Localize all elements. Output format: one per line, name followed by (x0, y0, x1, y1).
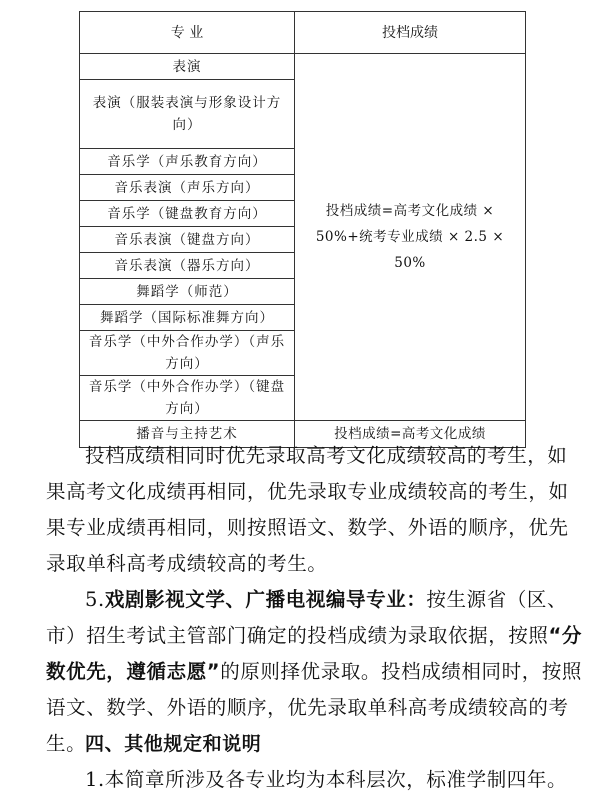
major-cell: 音乐表演（键盘方向） (80, 227, 295, 253)
admission-score-table (79, 11, 526, 448)
major-cell: 音乐学（声乐教育方向） (80, 149, 295, 175)
score-rule-cell: 投档成绩=高考文化成绩 (295, 421, 526, 448)
tie-break-paragraph: 投档成绩相同时优先录取高考文化成绩较高的考生，如果高考文化成绩再相同，优先录取专业成绩较高的考生，如果专业成绩再相同，则按照语文、数学、外语的顺序，优先录取单科高考成绩较高的考生。 (46, 444, 569, 575)
major-cell: 音乐学（中外合作办学）（声乐方向） (80, 331, 295, 376)
paragraph-text: 的原则择优录取。投档成绩相同时，按照语文、数学、外语的顺序，优先录取单科高考成绩较高的考生。 (46, 660, 583, 755)
score-rule-cell: 投档成绩=高考文化成绩 × 50%+统考专业成绩 × 2.5 × 50% (295, 54, 526, 421)
table-header-row (80, 12, 526, 54)
section-heading: 四、其他规定和说明 (85, 733, 262, 755)
major-cell: 表演 (80, 54, 295, 80)
header-score: 投档成绩 (295, 12, 526, 54)
major-cell: 音乐学（键盘教育方向） (80, 201, 295, 227)
major-cell: 音乐学（中外合作办学）（键盘方向） (80, 376, 295, 421)
major-cell: 表演（服装表演与形象设计方向） (80, 80, 295, 149)
major-name-bold: 戏剧影视文学、广播电视编导专业： (104, 588, 427, 611)
major-cell: 音乐表演（声乐方向） (80, 175, 295, 201)
major-cell: 音乐表演（器乐方向） (80, 253, 295, 279)
item-number: 5. (85, 588, 105, 611)
paragraph-text: 按生源省（区、市）招生考试主管部门确定的投档成绩为录取依据，按照 (46, 588, 568, 647)
rule-paragraph: 1.本简章所涉及各专业均为本科层次，标准学制四年。 (85, 768, 568, 791)
principle-quote: “分数优先，遵循志愿” (46, 624, 583, 683)
major-cell: 舞蹈学（国际标准舞方向） (80, 305, 295, 331)
major-cell: 播音与主持艺术 (80, 421, 295, 448)
header-major: 专 业 (80, 12, 295, 54)
major-cell: 舞蹈学（师范） (80, 279, 295, 305)
table-row (80, 54, 526, 80)
